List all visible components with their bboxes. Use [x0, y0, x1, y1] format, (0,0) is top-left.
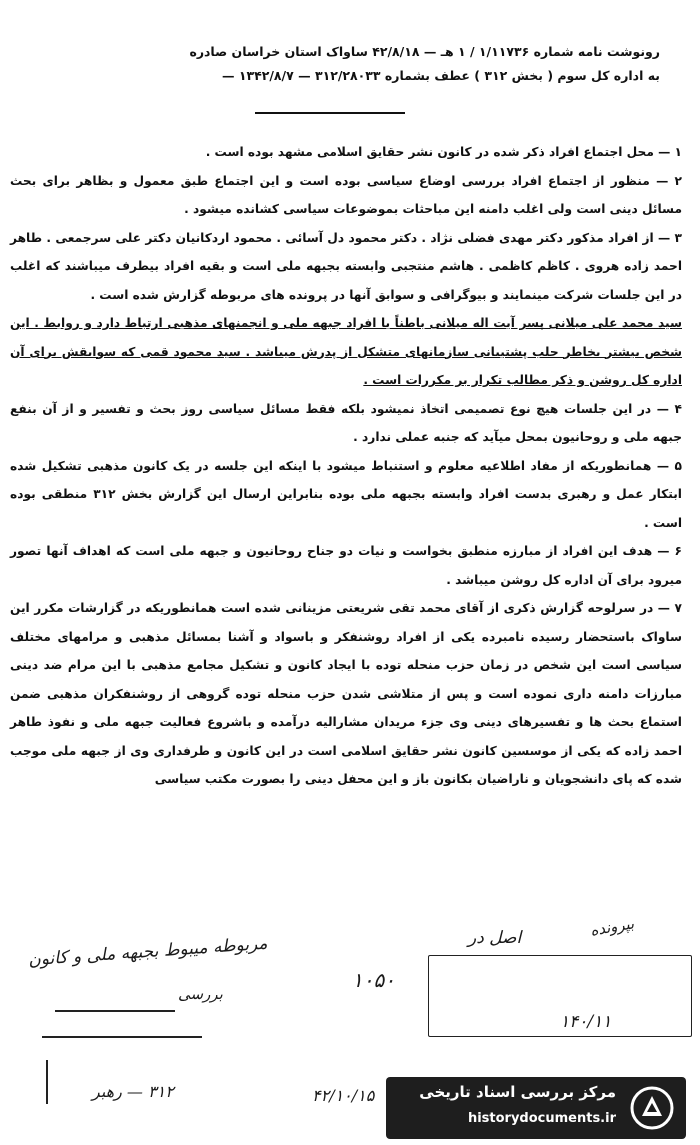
header-divider: [255, 112, 405, 114]
paragraph-1: ۱ — محل اجتماع افراد ذکر شده در کانون نشر حقایق اسلامی مشهد بوده است .: [205, 145, 682, 159]
header-line-1: رونوشت نامه شماره ۱/۱۱۷۳۶ / ۱ هـ — ۴۲/۸/۱۸ ساواک استان خراسان صادره: [189, 44, 660, 59]
paragraph-6: ۶ — هدف این افراد از مبارزه منطبق بخواست و نیات دو جناح روحانیون و جبهه ملی است که اهداف آنها تصور میرود برای آن اداره کل روشن میباشد .: [10, 544, 682, 587]
handwritten-word-mid: اصل در: [468, 928, 522, 948]
handwritten-date: ۴۲/۱۰/۱۵: [312, 1086, 375, 1105]
paragraph-2: ۲ — منظور از اجتماع افراد بررسی اوضاع سیاسی بوده است و این اجتماع طبق معمول و بظاهر برای بحث مسائل دینی است ولی اغلب دامنه این مباحثات بموضوعات سیاسی کشانده میشود .: [10, 173, 682, 216]
handwritten-note-left: مربوطه میبوط بجبهه ملی و کانون: [27, 933, 269, 971]
paragraph-5: ۵ — همانطوریکه از مفاد اطلاعیه معلوم و استنباط میشود با اینکه این جلسه در یک کانون مذهبی تشکیل شده ابتکار عمل و رهبری بدست افراد وابسته بجبهه ملی بوده بنابراین ارسال این گزارش بخش ۳۱۲ منطقی بوده است .: [10, 458, 682, 530]
logo-url: historydocuments.ir: [467, 1111, 616, 1126]
handwritten-number: ۱۰۵۰: [352, 968, 395, 992]
handwritten-code: ۳۱۲ — رهبر: [92, 1082, 174, 1101]
margin-line-1: [55, 1010, 175, 1012]
handwritten-note-right: بپرونده: [588, 914, 636, 940]
handwritten-initials: بررسی: [178, 985, 223, 1003]
margin-line-2: [42, 1036, 202, 1038]
document-body: [10, 138, 682, 794]
archive-emblem-icon: [630, 1086, 674, 1130]
paragraph-4: ۴ — در این جلسات هیچ نوع تصمیمی اتخاذ نمیشود بلکه فقط مسائل سیاسی روز بحث و تفسیر و از آن بنفع جبهه ملی و روحانیون بمحل میآید که جنبه عملی ندارد .: [10, 401, 682, 444]
document-header: [40, 40, 660, 88]
archive-logo: [386, 1077, 686, 1139]
stamp-number: ۱۴۰/۱۱: [560, 1012, 612, 1032]
margin-line-3: [46, 1060, 48, 1104]
paragraph-3: ۳ — از افراد مذکور دکتر مهدی فضلی نژاد . دکتر محمود دل آسائی . محمود اردکانیان دکتر علی سرجمعی . طاهر احمد زاده هروی . کاظم کاظمی . هاشم منتجبی وابسته بجبهه ملی است و بقیه افراد بیطرف میباشند که اغلب در این جلسات شرکت مینمایند و بیوگرافی و سوابق آنها در پرونده های مربوطه گزارش شده است .: [10, 230, 682, 302]
paragraph-milani: سید محمد علی میلانی پسر آیت اله میلانی باطناً با افراد جبهه ملی و انجمنهای مذهبی ارتباط دارد و روابط . این شخص بیشتر بخاطر جلب پشتیبانی سازمانهای متشکل از پدرش میباشد . سید محمود قمی که سوابقش برای آن اداره کل روشن و ذکر مطالب تکرار بر مکررات است .: [10, 316, 682, 387]
logo-title: مرکز بررسی اسناد تاریخی: [419, 1083, 616, 1101]
paragraph-7: ۷ — در سرلوحه گزارش ذکری از آقای محمد تقی شریعتی مزینانی شده است همانطوریکه در گزارشات مکرر این ساواک باستحضار رسیده نامبرده یکی از افراد روشنفکر و باسواد و آشنا بمسائل مذهبی و مرامهای مختلف سیاسی است این شخص در زمان حزب منحله توده با ایجاد کانون و تشکیل مجامع مذهبی با این مرام ضد دینی مبارزات دامنه داری نموده است و پس از متلاشی شدن حزب منحله توده گروهی از روشنفکران مذهبی ضمن استماع بحث ها و تفسیرهای دینی وی جزء مریدان مشارالیه درآمده و باشروع فعالیت جبهه ملی و نفوذ طاهر احمد زاده که یکی از موسسین کانون نشر حقایق اسلامی است در این کانون و طرفداری وی از جبهه ملی موجب شده که پای دانشجویان و ناراضیان بکانون باز و این محفل دینی را بصورت مکتب سیاسی: [10, 601, 682, 786]
header-line-2: به اداره کل سوم ( بخش ۳۱۲ ) عطف بشماره ۳۱۲/۲۸۰۳۳ — ۱۳۴۲/۸/۷ —: [221, 68, 660, 83]
